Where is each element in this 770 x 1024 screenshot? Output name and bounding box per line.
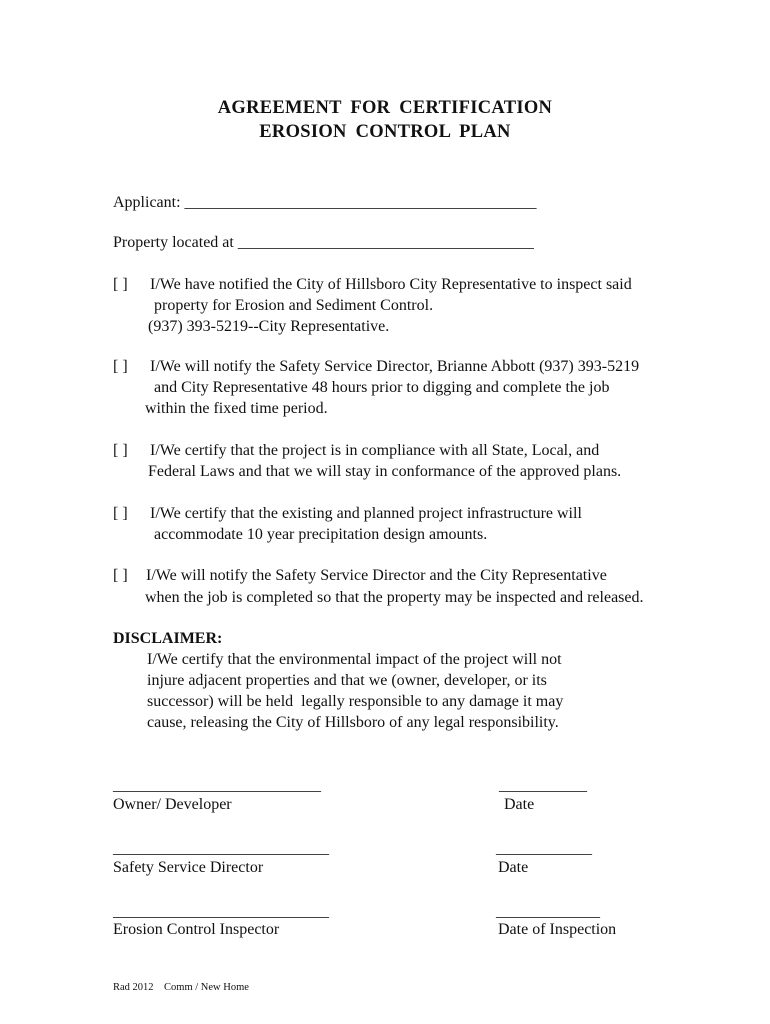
disclaimer-line-1: I/We certify that the environmental impact of the project will not [147, 651, 562, 668]
item-1-line-1: I/We have notified the City of Hillsboro City Representative to inspect said [150, 276, 632, 293]
item-5-line-2: when the job is completed so that the property may be inspected and released. [145, 589, 644, 606]
director-date-label: Date [498, 859, 529, 876]
document-title-line-2: EROSION CONTROL PLAN [259, 122, 511, 142]
disclaimer-line-4: cause, releasing the City of Hillsboro of any legal responsibility. [147, 714, 559, 731]
checkbox-item-1[interactable]: [ ] [113, 276, 128, 293]
property-location-field[interactable]: Property located at _____________________________________ [113, 234, 534, 251]
item-1-line-3: (937) 393-5219--City Representative. [148, 318, 390, 335]
director-signature-label: Safety Service Director [113, 859, 264, 876]
owner-date-label: Date [504, 796, 535, 813]
checkbox-item-5[interactable]: [ ] [113, 567, 128, 584]
disclaimer-heading: DISCLAIMER: [113, 630, 223, 647]
item-3-line-2: Federal Laws and that we will stay in conformance of the approved plans. [148, 463, 622, 480]
inspector-signature-label: Erosion Control Inspector [113, 921, 280, 938]
item-4-line-1: I/We certify that the existing and planned project infrastructure will [150, 505, 582, 522]
item-3-line-1: I/We certify that the project is in compliance with all State, Local, and [150, 442, 600, 459]
item-5-line-1: I/We will notify the Safety Service Director and the City Representative [146, 567, 607, 584]
item-2-line-1: I/We will notify the Safety Service Director, Brianne Abbott (937) 393-5219 [150, 358, 640, 375]
checkbox-item-4[interactable]: [ ] [113, 505, 128, 522]
item-2-line-2: and City Representative 48 hours prior to digging and complete the job [150, 379, 610, 396]
director-date-line[interactable]: ____________ [496, 840, 592, 857]
checkbox-item-3[interactable]: [ ] [113, 442, 128, 459]
owner-signature-label: Owner/ Developer [113, 796, 232, 813]
director-signature-line[interactable]: ___________________________ [113, 840, 329, 857]
item-2-line-3: within the fixed time period. [145, 400, 328, 417]
item-1-line-2: property for Erosion and Sediment Control. [150, 297, 434, 314]
inspection-date-label: Date of Inspection [498, 921, 617, 938]
disclaimer-line-3: successor) will be held legally responsible to any damage it may [147, 693, 564, 710]
footer-note: Rad 2012 Comm / New Home [113, 982, 249, 993]
inspection-date-line[interactable]: _____________ [496, 903, 600, 920]
document-title-line-1: AGREEMENT FOR CERTIFICATION [217, 98, 553, 118]
checkbox-item-2[interactable]: [ ] [113, 358, 128, 375]
inspector-signature-line[interactable]: ___________________________ [113, 903, 329, 920]
item-4-line-2: accommodate 10 year precipitation design amounts. [150, 526, 488, 543]
applicant-field[interactable]: Applicant: ____________________________________________ [113, 194, 537, 211]
owner-date-line[interactable]: ___________ [499, 777, 587, 794]
owner-signature-line[interactable]: __________________________ [113, 777, 321, 794]
disclaimer-line-2: injure adjacent properties and that we (owner, developer, or its [147, 672, 547, 689]
